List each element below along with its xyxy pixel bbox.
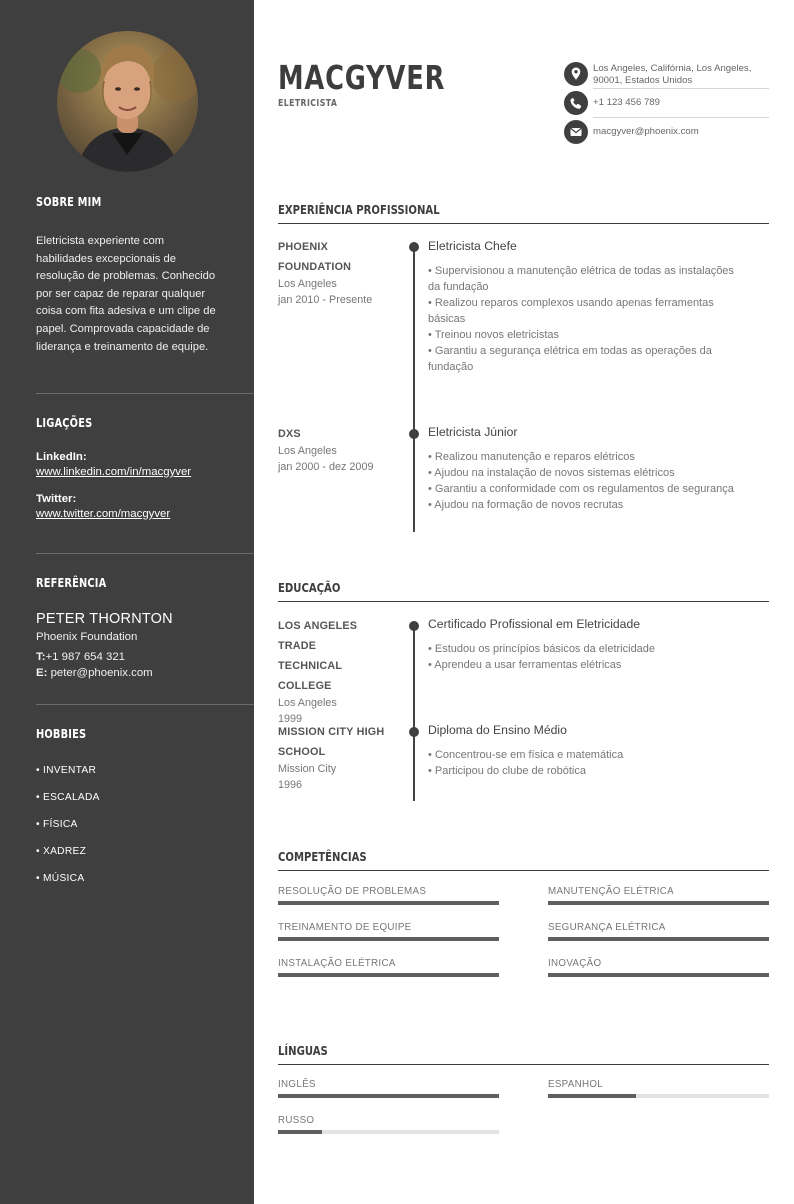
reference-company: Phoenix Foundation	[36, 631, 138, 643]
language-item	[548, 1079, 769, 1098]
skill-item	[278, 922, 499, 941]
about-section	[36, 195, 254, 356]
phone-text: +1 123 456 789	[593, 97, 660, 108]
org-name-line: MISSION CITY HIGH	[278, 726, 385, 738]
skill-bar-fill	[548, 937, 769, 941]
address-line-1: Los Angeles, Califórnia, Los Angeles,	[593, 63, 752, 74]
skill-label: MANUTENÇÃO ELÉTRICA	[548, 886, 674, 897]
languages-heading: LÍNGUAS	[278, 1044, 328, 1058]
portrait-image	[57, 31, 198, 172]
skill-item	[548, 958, 769, 977]
full-name: MACGYVER	[278, 58, 446, 97]
address-text	[593, 63, 751, 86]
link-twitter	[36, 493, 254, 520]
contact-divider	[593, 117, 769, 118]
skills-heading: COMPETÊNCIAS	[278, 850, 367, 864]
org-dates: jan 2000 - dez 2009	[278, 460, 374, 473]
skill-bar-fill	[278, 973, 499, 977]
bullet-line: • Ajudou na formação de novos recrutas	[428, 499, 624, 511]
skill-bar-fill	[548, 973, 769, 977]
entry-bullets	[428, 641, 768, 673]
language-label: ESPANHOL	[548, 1079, 604, 1090]
twitter-link[interactable]: www.twitter.com/macgyver	[36, 508, 171, 520]
reference-phone-label: T:	[36, 651, 46, 663]
org-location: Mission City	[278, 763, 337, 775]
sidebar-divider	[36, 704, 254, 705]
hobbies-heading: HOBBIES	[36, 727, 87, 741]
skill-item	[548, 886, 769, 905]
skill-label: TREINAMENTO DE EQUIPE	[278, 922, 412, 933]
org-name-line: PHOENIX	[278, 241, 328, 253]
experience-heading: EXPERIÊNCIA PROFISSIONAL	[278, 203, 440, 217]
org-name-line: TECHNICAL COLLEGE	[278, 660, 342, 692]
bullet-line: • Estudou os princípios básicos da eletricidade	[428, 643, 656, 655]
hobby-item: • ESCALADA	[36, 792, 100, 803]
hobby-item: • FÍSICA	[36, 819, 78, 830]
skill-item	[278, 958, 499, 977]
org-location: Los Angeles	[278, 445, 337, 457]
language-item	[278, 1115, 499, 1134]
org-name-line: DXS	[278, 428, 301, 440]
bullet-line: • Realizou manutenção e reparos elétricos	[428, 451, 635, 463]
bullet-line: • Aprendeu a usar ferramentas elétricas	[428, 659, 622, 671]
bullet-line: • Supervisionou a manutenção elétrica de todas as instalações	[428, 265, 734, 277]
phone-icon	[564, 91, 588, 115]
language-label: RUSSO	[278, 1115, 315, 1126]
hobbies-list	[36, 765, 254, 900]
skill-bar-fill	[548, 901, 769, 905]
timeline-dot	[409, 242, 419, 252]
bullet-line: fundação	[428, 361, 474, 373]
reference-email: peter@phoenix.com	[50, 667, 153, 679]
org-name-line: LOS ANGELES TRADE	[278, 620, 358, 652]
language-bar-fill	[548, 1094, 636, 1098]
org-dates: jan 2010 - Presente	[278, 293, 373, 306]
entry-title: Eletricista Júnior	[428, 425, 518, 439]
skills-rule	[278, 870, 769, 871]
reference-email-line	[36, 665, 254, 681]
experience-org-1	[278, 237, 398, 308]
education-rule	[278, 601, 769, 602]
language-bar-fill	[278, 1130, 322, 1134]
bullet-line: • Garantiu a conformidade com os regulamentos de segurança	[428, 483, 734, 495]
education-org-1	[278, 616, 398, 727]
education-heading: EDUCAÇÃO	[278, 581, 341, 595]
experience-org-2	[278, 424, 398, 475]
entry-title: Certificado Profissional em Eletricidade	[428, 617, 641, 631]
skill-label: SEGURANÇA ELÉTRICA	[548, 922, 666, 933]
language-bar	[278, 1094, 499, 1098]
sidebar-divider	[36, 553, 254, 554]
skill-bar	[548, 973, 769, 977]
education-org-2	[278, 722, 398, 793]
envelope-icon	[564, 120, 588, 144]
reference-phone: +1 987 654 321	[45, 651, 125, 663]
language-bar	[278, 1130, 499, 1134]
entry-bullets	[428, 263, 768, 375]
entry-title: Diploma do Ensino Médio	[428, 723, 567, 737]
skill-bar	[278, 973, 499, 977]
org-location: Los Angeles	[278, 278, 337, 290]
skill-item	[548, 922, 769, 941]
links-section	[36, 416, 254, 520]
email-text[interactable]: macgyver@phoenix.com	[593, 126, 699, 137]
org-dates: 1999	[278, 712, 303, 725]
twitter-label: Twitter:	[36, 493, 77, 505]
hobby-item: • MÚSICA	[36, 873, 85, 884]
reference-name: PETER THORNTON	[36, 611, 173, 627]
skill-item	[278, 886, 499, 905]
education-entry-2	[428, 723, 768, 779]
experience-rule	[278, 223, 769, 224]
org-location: Los Angeles	[278, 697, 337, 709]
reference-heading: REFERÊNCIA	[36, 576, 107, 590]
bullet-line: • Participou do clube de robótica	[428, 765, 586, 777]
bullet-line: • Realizou reparos complexos usando apenas ferramentas	[428, 297, 714, 309]
skill-label: INOVAÇÃO	[548, 958, 602, 969]
reference-section	[36, 576, 254, 681]
org-name-line: SCHOOL	[278, 746, 326, 758]
language-bar	[548, 1094, 769, 1098]
bullet-line: da fundação	[428, 281, 489, 293]
hobby-item: • XADREZ	[36, 846, 87, 857]
reference-email-label: E:	[36, 667, 48, 679]
language-bar-fill	[278, 1094, 499, 1098]
about-text: Eletricista experiente com habilidades excepcionais de resolução de problemas. Conhecido por ser capaz de reparar qualquer coisa com fita adesiva e um clipe de papel. Comprovada capacidade de liderança e treinamento de equipe.	[36, 235, 216, 353]
skill-bar	[548, 901, 769, 905]
skill-bar	[278, 937, 499, 941]
org-dates: 1996	[278, 778, 303, 791]
link-linkedin	[36, 451, 254, 478]
education-timeline	[413, 625, 415, 801]
org-name-line: FOUNDATION	[278, 261, 352, 273]
bullet-line: • Ajudou na instalação de novos sistemas elétricos	[428, 467, 675, 479]
bullet-line: básicas	[428, 313, 466, 325]
entry-bullets	[428, 449, 768, 513]
experience-timeline	[413, 247, 415, 532]
links-heading: LIGAÇÕES	[36, 416, 93, 430]
entry-bullets	[428, 747, 768, 779]
language-item	[278, 1079, 499, 1098]
address-line-2: 90001, Estados Unidos	[593, 74, 693, 86]
skill-label: RESOLUÇÃO DE PROBLEMAS	[278, 886, 427, 897]
timeline-dot	[409, 429, 419, 439]
skill-bar-fill	[278, 937, 499, 941]
linkedin-link[interactable]: www.linkedin.com/in/macgyver	[36, 466, 192, 478]
job-title: ELETRICISTA	[278, 98, 338, 109]
languages-rule	[278, 1064, 769, 1065]
timeline-dot	[409, 621, 419, 631]
bullet-line: • Concentrou-se em física e matemática	[428, 749, 624, 761]
education-entry-1	[428, 617, 768, 673]
skill-bar-fill	[278, 901, 499, 905]
sidebar-divider	[36, 393, 254, 394]
hobby-item: • INVENTAR	[36, 765, 97, 776]
skill-bar	[548, 937, 769, 941]
contact-divider	[593, 88, 769, 89]
entry-title: Eletricista Chefe	[428, 239, 517, 253]
timeline-dot	[409, 727, 419, 737]
bullet-line: • Treinou novos eletricistas	[428, 329, 560, 341]
reference-phone-line	[36, 649, 254, 665]
skill-bar	[278, 901, 499, 905]
skill-label: INSTALAÇÃO ELÉTRICA	[278, 958, 396, 969]
hobbies-section	[36, 727, 254, 900]
location-pin-icon	[564, 62, 588, 86]
linkedin-label: LinkedIn:	[36, 451, 87, 463]
experience-entry-2	[428, 425, 768, 513]
sidebar	[0, 0, 254, 1204]
profile-photo	[57, 31, 198, 172]
bullet-line: • Garantiu a segurança elétrica em todas as operações da	[428, 345, 712, 357]
about-heading: SOBRE MIM	[36, 195, 102, 209]
language-label: INGLÊS	[278, 1079, 316, 1090]
experience-entry-1	[428, 239, 768, 375]
